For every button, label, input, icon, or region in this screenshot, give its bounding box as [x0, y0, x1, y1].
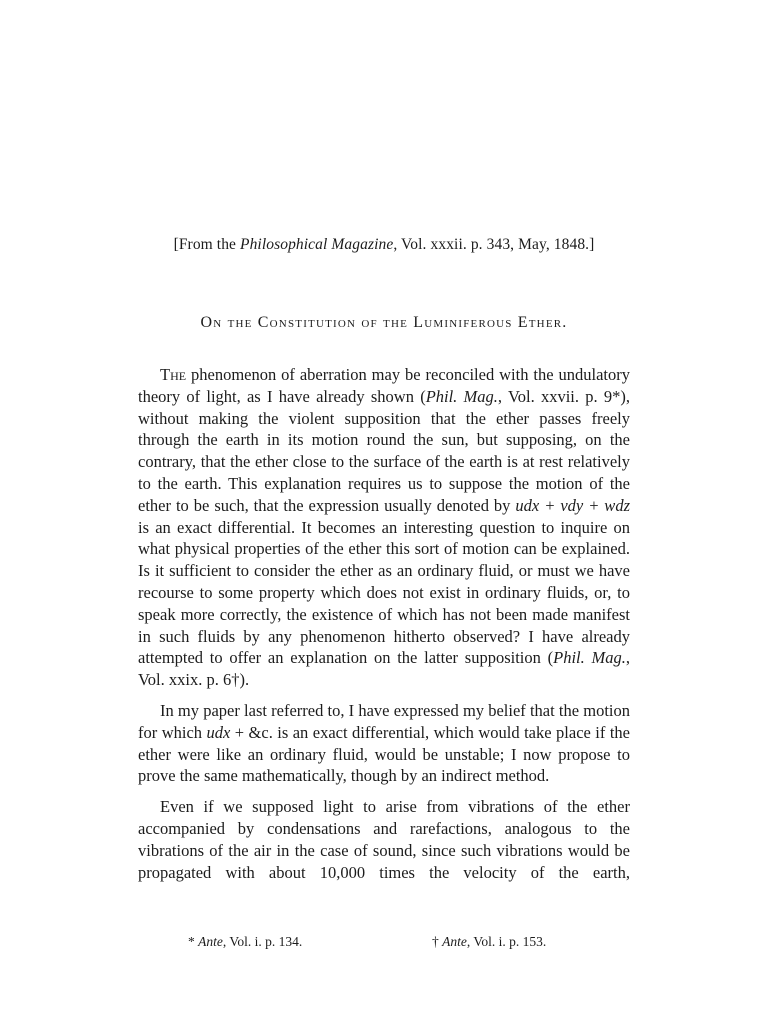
journal-ref-1: Phil. Mag. [425, 386, 498, 406]
paragraph-1-text-3: is an exact differential. It becomes an interesting question to inquire on what physical properties of the ether this sort of motion can be explained. Is it sufficient to consider the ether as an ordinary fluid, or must we have recourse to some property which does not exist in ordinary fluids, or, to speak more correctly, the existence of which has not been made manifest in such fluids by any phenomenon hitherto observed? I have already attempted to offer an explanation on the latter supposition ( [138, 517, 630, 668]
footnote-2-text: , Vol. i. p. 153. [466, 934, 547, 949]
footnote-2-ref: Ante [442, 934, 467, 949]
paragraph-3 [138, 796, 630, 883]
paragraph-lead: The [160, 365, 187, 384]
source-suffix: , Vol. xxxii. p. 343, May, 1848.] [393, 236, 595, 253]
paragraph-2 [138, 700, 630, 787]
math-expression: udx + vdy + wdz [515, 495, 630, 515]
source-journal: Philosophical Magazine [240, 236, 394, 253]
article-body [138, 364, 630, 892]
paragraph-1-text-2: , Vol. xxvii. p. 9*), without making the violent supposition that the ether passes freely through the earth in its motion round the sun, but supposing, on the contrary, that the ether close to the surface of the earth is at rest relatively to the earth. This explanation requires us to suppose the motion of the ether to be such, that the expression usually denoted by [138, 386, 630, 515]
footnote-1-mark: * [188, 934, 199, 949]
paragraph-1-text-4: , Vol. xxix. p. 6†). [138, 648, 630, 690]
paragraph-2-text-2: + &c. is an exact differential, which would take place if the ether were like an ordinary fluid, would be unstable; I now propose to prove the same mathematically, though by an indirect method. [138, 722, 630, 786]
footnote-1-text: , Vol. i. p. 134. [222, 934, 303, 949]
footnote-1-ref: Ante [198, 934, 223, 949]
source-citation [0, 236, 768, 254]
paragraph-2-text-1: In my paper last referred to, I have expressed my belief that the motion for which [138, 700, 630, 742]
paragraph-1-text-1: phenomenon of aberration may be reconciled with the undulatory theory of light, as I have already shown ( [138, 365, 630, 406]
journal-ref-2: Phil. Mag. [553, 648, 626, 668]
math-expression: udx [206, 722, 231, 742]
source-prefix: [From the [173, 236, 241, 253]
footnote-2 [432, 934, 546, 950]
footnote-2-mark: † [432, 934, 443, 949]
article-title: On the Constitution of the Luminiferous Ether. [200, 314, 568, 331]
paragraph-1 [138, 364, 630, 691]
paragraph-3-text-1: Even if we supposed light to arise from vibrations of the ether accompanied by condensations and rarefactions, analogous to the vibrations of the air in the case of sound, since such vibrations would be propagated with about 10,000 times the velocity of the earth, [138, 797, 630, 882]
footnote-1 [188, 934, 302, 950]
